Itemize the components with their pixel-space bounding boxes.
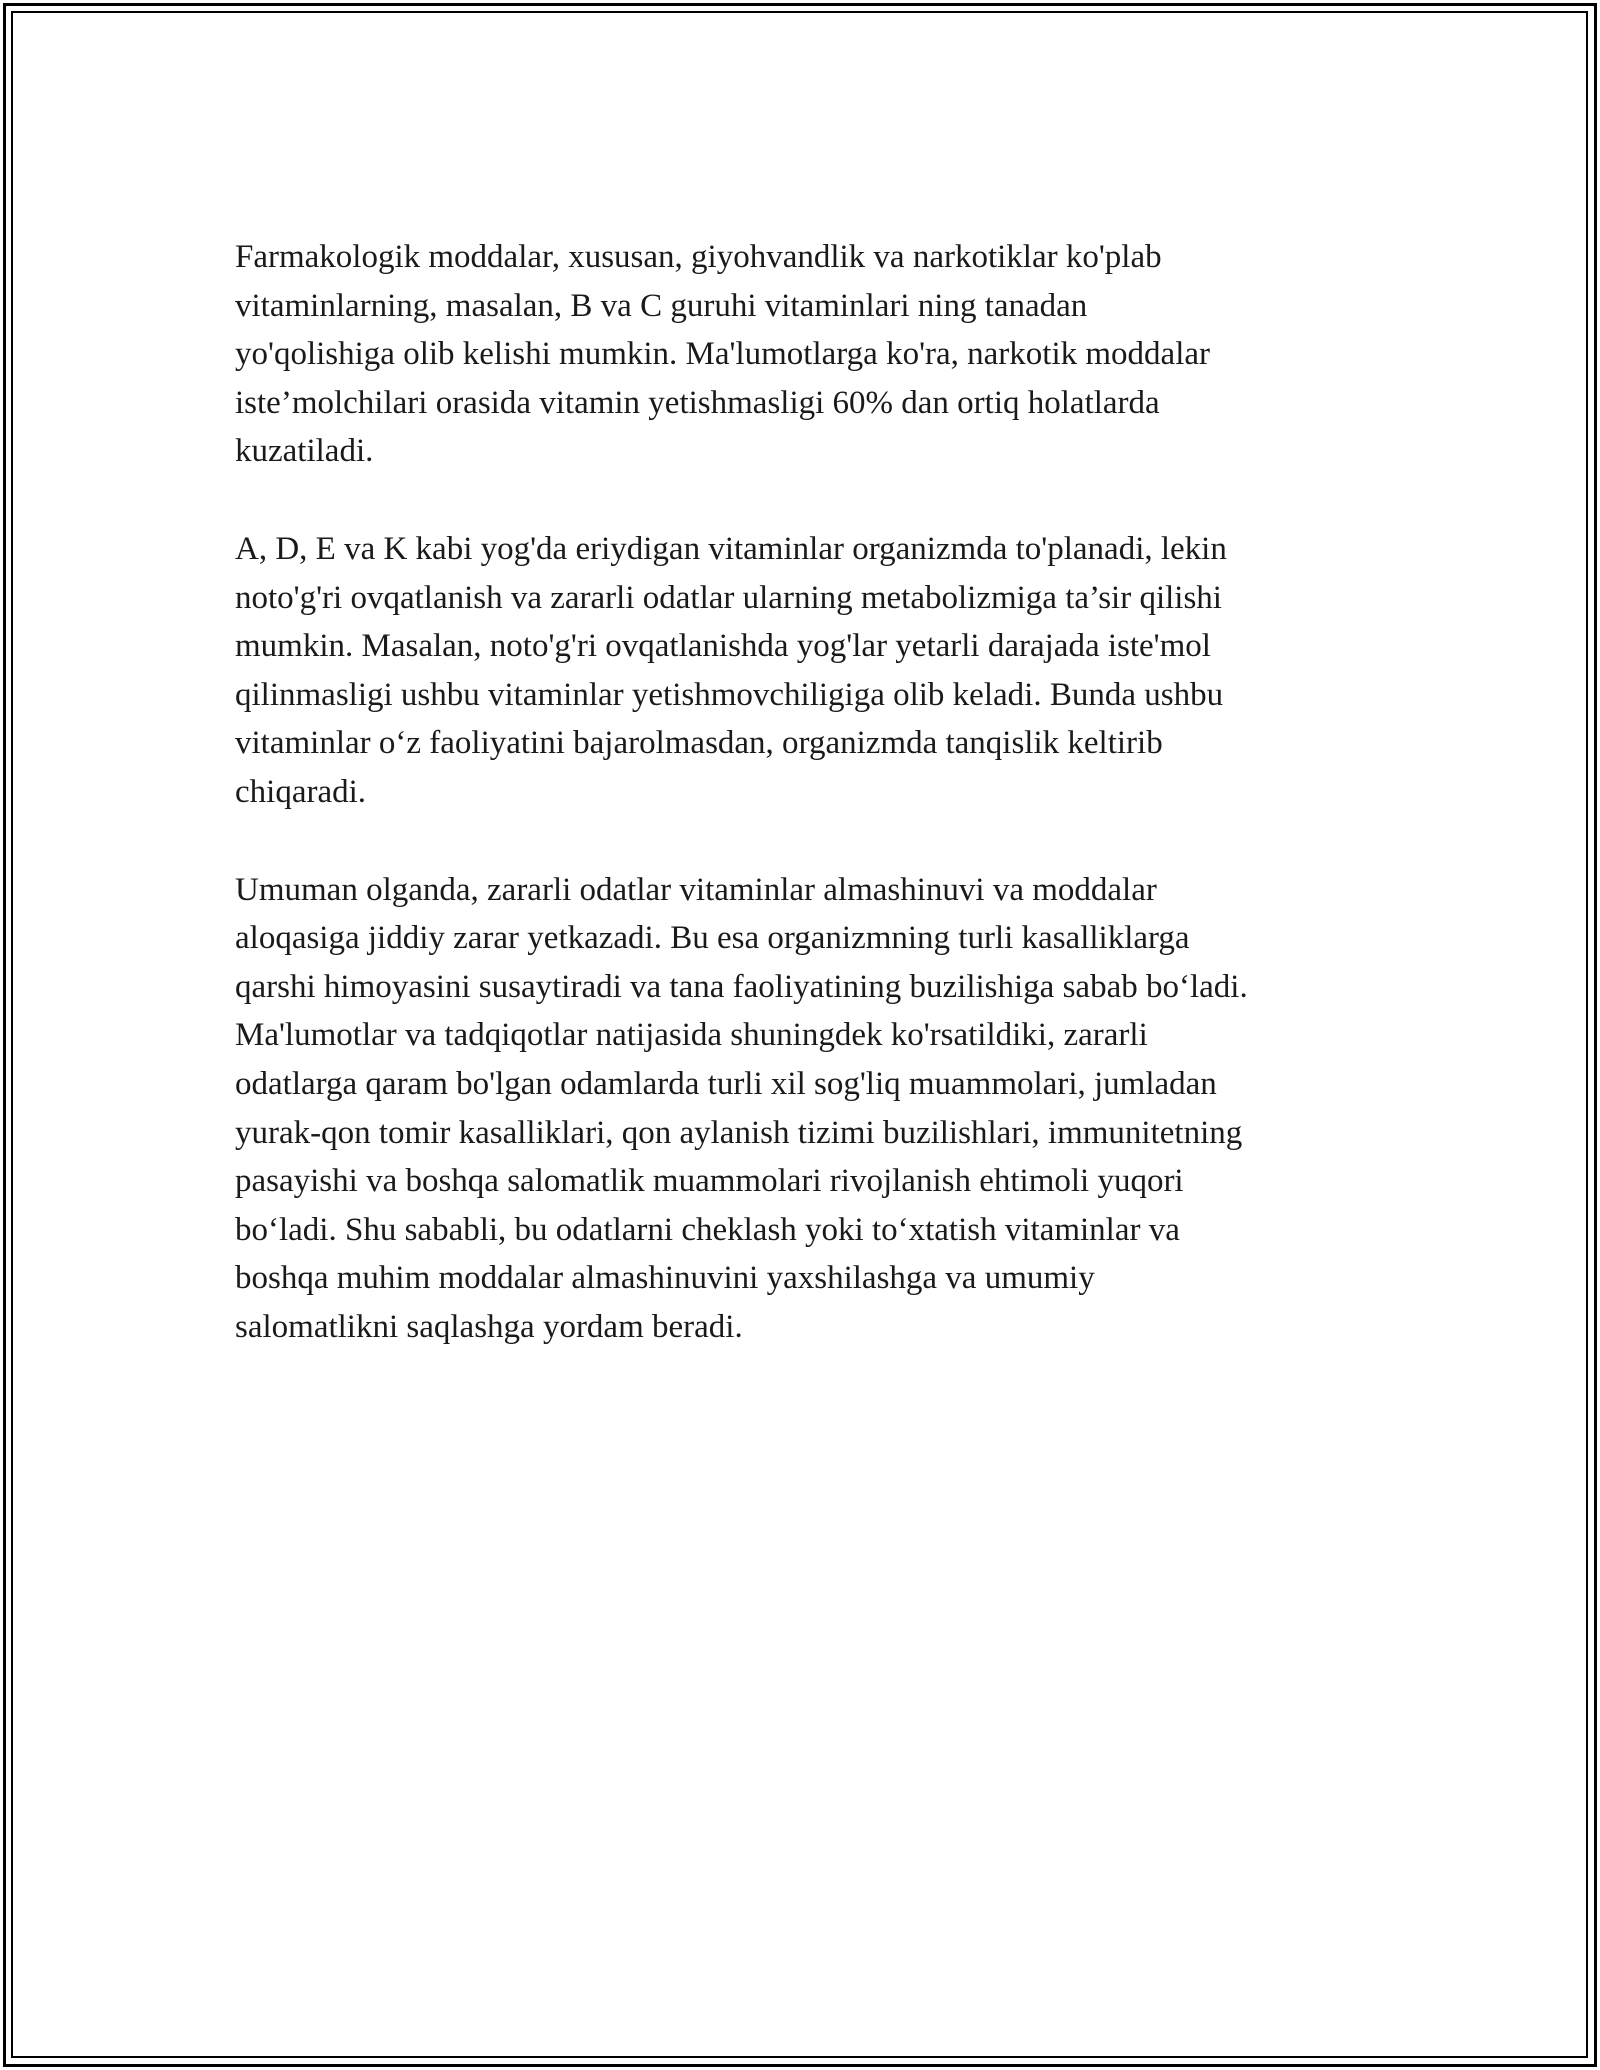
- paragraph-3: Umuman olganda, zararli odatlar vitaminlar almashinuvi va moddalar aloqasiga jiddiy zarar yetkazadi. Bu esa organizmning turli kasalliklarga qarshi himoyasini susaytiradi va tana faoliyatining buzilishiga sabab bo‘ladi. Ma'lumotlar va tadqiqotlar natijasida shuningdek ko'rsatildiki, zararli odatlarga qaram bo'lgan odamlarda turli xil sog'liq muammolari, jumladan yurak-qon tomir kasalliklari, qon aylanish tizimi buzilishlari, immunitetning pasayishi va boshqa salomatlik muammolari rivojlanish ehtimoli yuqori bo‘ladi. Shu sababli, bu odatlarni cheklash yoki to‘xtatish vitaminlar va boshqa muhim moddalar almashinuvini yaxshilashga va umumiy salomatlikni saqlashga yordam beradi.: [235, 871, 1248, 1345]
- paragraph-2: A, D, E va K kabi yog'da eriydigan vitaminlar organizmda to'planadi, lekin noto'g'ri ovqatlanish va zararli odatlar ularning metabolizmiga ta’sir qilishi mumkin. Masalan, noto'g'ri ovqatlanishda yog'lar yetarli darajada iste'mol qilinmasligi ushbu vitaminlar yetishmovchiligiga olib keladi. Bunda ushbu vitaminlar o‘z faoliyatini bajarolmasdan, organizmda tanqislik keltirib chiqaradi.: [235, 530, 1227, 810]
- document-body: [235, 233, 1375, 1400]
- paragraph-1: Farmakologik moddalar, xususan, giyohvandlik va narkotiklar ko'plab vitaminlarning, masalan, B va C guruhi vitaminlari ning tanadan yo'qolishiga olib kelishi mumkin. Ma'lumotlarga ko'ra, narkotik moddalar iste’molchilari orasida vitamin yetishmasligi 60% dan ortiq holatlarda kuzatiladi.: [235, 239, 1210, 470]
